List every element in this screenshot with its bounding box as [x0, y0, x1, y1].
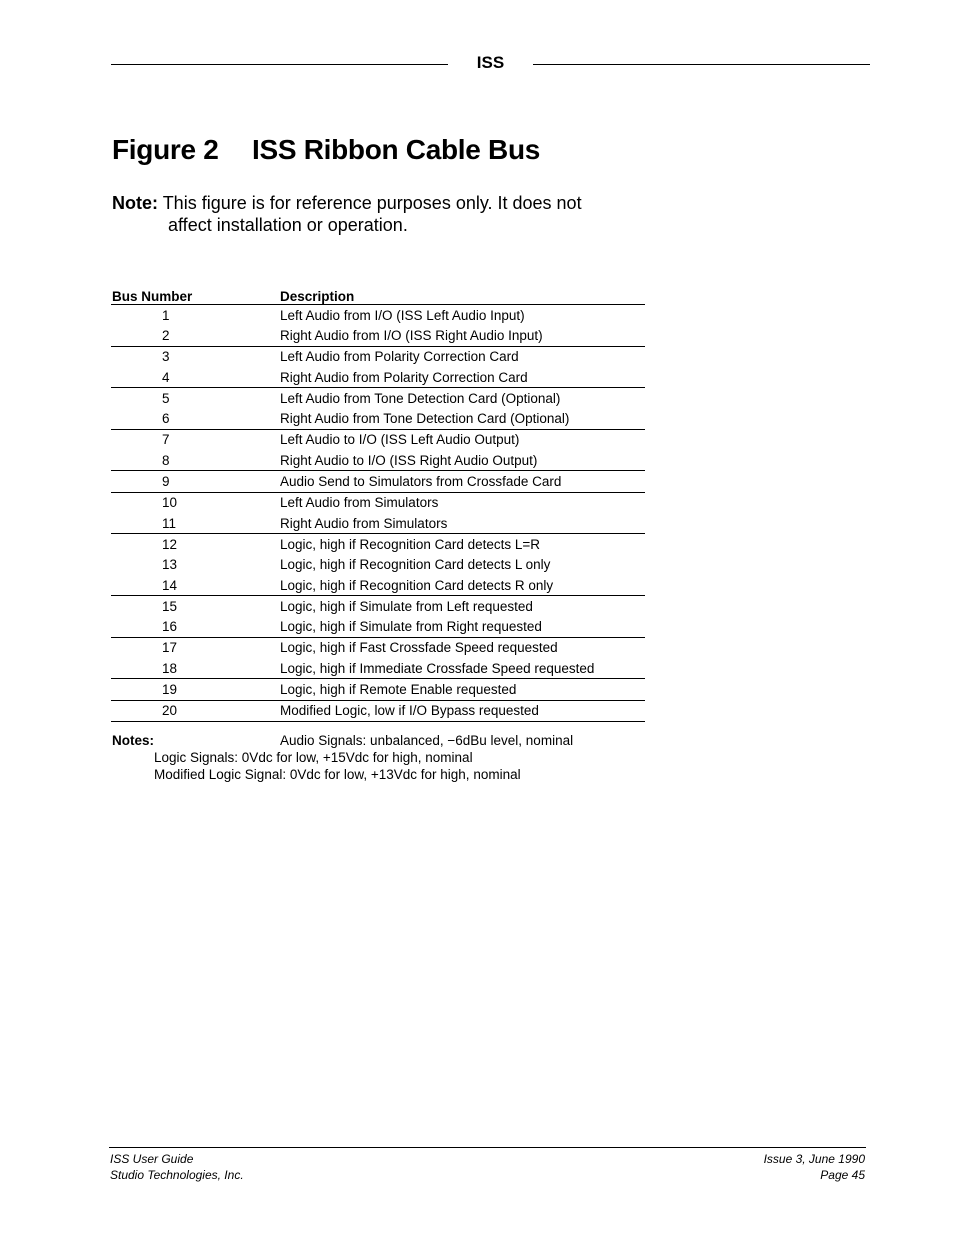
- notes-label: Notes:: [112, 733, 155, 748]
- bus-description: Right Audio from Tone Detection Card (Optional): [222, 408, 645, 429]
- bus-number-cell: [111, 429, 222, 450]
- bus-description: Left Audio to I/O (ISS Left Audio Output): [280, 432, 520, 448]
- bus-description: Logic, high if Recognition Card detects L only: [280, 557, 551, 573]
- bus-description: Right Audio from I/O (ISS Right Audio Input): [222, 325, 645, 346]
- bus-number: 10: [162, 495, 178, 511]
- bus-number: 13: [162, 557, 178, 573]
- table-row: [111, 388, 645, 409]
- bus-number: 9: [162, 474, 170, 490]
- table-row: [111, 305, 645, 326]
- bus-number: 16: [162, 619, 178, 635]
- bus-description: Modified Logic, low if I/O Bypass requested: [222, 700, 645, 721]
- footer-rule: [109, 1147, 866, 1148]
- bus-number: 15: [162, 598, 178, 614]
- footer-issue: Issue 3, June 1990: [763, 1152, 865, 1166]
- bus-description: Right Audio to I/O (ISS Right Audio Output): [222, 450, 645, 471]
- note-label: Note:: [112, 193, 158, 213]
- bus-description: Logic, high if Fast Crossfade Speed requested: [280, 640, 558, 656]
- bus-number: 7: [162, 432, 170, 448]
- table-row: [111, 450, 645, 471]
- bus-number-cell: [111, 555, 222, 575]
- table-row: [111, 346, 645, 367]
- table-row: [111, 325, 645, 346]
- notes-section: [112, 732, 573, 783]
- figure-number: Figure 2: [112, 134, 219, 165]
- footer-page-number: Page 45: [820, 1168, 865, 1182]
- table-row: [111, 637, 645, 658]
- bus-description: Logic, high if Simulate from Left requested: [280, 598, 533, 614]
- bus-number-cell: [111, 637, 222, 658]
- table-row: [111, 492, 645, 513]
- footer-company: Studio Technologies, Inc.: [110, 1168, 244, 1182]
- table-row: [111, 575, 645, 596]
- bus-number-cell: [111, 658, 222, 679]
- bus-number: 3: [162, 349, 170, 365]
- note-line-2: affect installation or operation.: [168, 215, 408, 235]
- bus-description: Left Audio from I/O (ISS Left Audio Input): [280, 307, 525, 323]
- header-rule-left: [111, 64, 448, 65]
- bus-number-cell: [111, 367, 222, 388]
- bus-number: 6: [162, 411, 170, 427]
- notes-line-3: Modified Logic Signal: 0Vdc for low, +13Vdc for high, nominal: [154, 767, 521, 782]
- bus-number-cell: [111, 450, 222, 471]
- figure-title: [112, 134, 540, 166]
- bus-number: 2: [162, 327, 170, 343]
- table-row: [111, 408, 645, 429]
- bus-number-cell: [111, 534, 222, 555]
- bus-description: Logic, high if Simulate from Right requested: [222, 616, 645, 637]
- bus-number-cell: [111, 305, 222, 326]
- footer-guide-title: ISS User Guide: [110, 1152, 194, 1166]
- bus-description: Left Audio from Polarity Correction Card: [280, 349, 519, 365]
- bus-number-cell: [111, 596, 222, 617]
- table-row: [111, 513, 645, 534]
- bus-description: Left Audio from Simulators: [280, 495, 439, 511]
- bus-number-cell: [111, 575, 222, 596]
- bus-description: Logic, high if Remote Enable requested: [222, 679, 645, 700]
- bus-description: Right Audio from Polarity Correction Card: [222, 367, 645, 388]
- note-line-1: This figure is for reference purposes only. It does not: [162, 193, 582, 213]
- column-header-bus-number: Bus Number: [111, 284, 222, 305]
- bus-number: 1: [162, 307, 170, 323]
- footer-left: [110, 1151, 244, 1183]
- table-row: [111, 429, 645, 450]
- bus-number: 18: [162, 660, 178, 676]
- bus-number-cell: [111, 408, 222, 429]
- bus-number: 8: [162, 452, 170, 468]
- bus-number: 17: [162, 640, 178, 656]
- bus-table: [111, 284, 645, 722]
- bus-number-cell: [111, 679, 222, 700]
- bus-number: 4: [162, 369, 170, 385]
- bus-number: 5: [162, 390, 170, 406]
- bus-number-cell: [111, 513, 222, 534]
- notes-line-2: Logic Signals: 0Vdc for low, +15Vdc for high, nominal: [154, 750, 473, 765]
- bus-description: Logic, high if Immediate Crossfade Speed requested: [222, 658, 645, 679]
- table-header-row: [111, 284, 645, 305]
- bus-number: 11: [162, 515, 177, 531]
- footer-right: [764, 1151, 865, 1183]
- bus-description: Right Audio from Simulators: [222, 513, 645, 534]
- bus-description: Logic, high if Recognition Card detects R only: [222, 575, 645, 596]
- header-rule-right: [533, 64, 870, 65]
- notes-line-1: Audio Signals: unbalanced, −6dBu level, nominal: [280, 733, 574, 748]
- bus-number: 12: [162, 536, 178, 552]
- header-title: ISS: [476, 53, 505, 72]
- table-row: [111, 596, 645, 617]
- column-header-description: Description: [222, 284, 645, 305]
- bus-description: Left Audio from Tone Detection Card (Optional): [280, 390, 561, 406]
- bus-description: Logic, high if Recognition Card detects L=R: [280, 536, 541, 552]
- figure-title-text: ISS Ribbon Cable Bus: [252, 134, 541, 165]
- bus-number-cell: [111, 346, 222, 367]
- table-row: [111, 367, 645, 388]
- bus-number-cell: [111, 492, 222, 513]
- bus-description: Audio Send to Simulators from Crossfade Card: [222, 471, 645, 492]
- table-row: [111, 471, 645, 492]
- bus-number: 20: [162, 703, 178, 719]
- bus-number-cell: [111, 616, 222, 637]
- table-body: [111, 305, 645, 722]
- bus-number-cell: [111, 471, 222, 492]
- table-row: [111, 534, 645, 555]
- bus-number: 14: [162, 577, 178, 593]
- table-row: [111, 658, 645, 679]
- table-row: [111, 700, 645, 721]
- table-row: [111, 679, 645, 700]
- bus-number-cell: [111, 388, 222, 409]
- table-row: [111, 616, 645, 637]
- table-row: [111, 555, 645, 575]
- reference-note: [112, 192, 632, 236]
- bus-number: 19: [162, 681, 178, 697]
- bus-number-cell: [111, 700, 222, 721]
- bus-number-cell: [111, 325, 222, 346]
